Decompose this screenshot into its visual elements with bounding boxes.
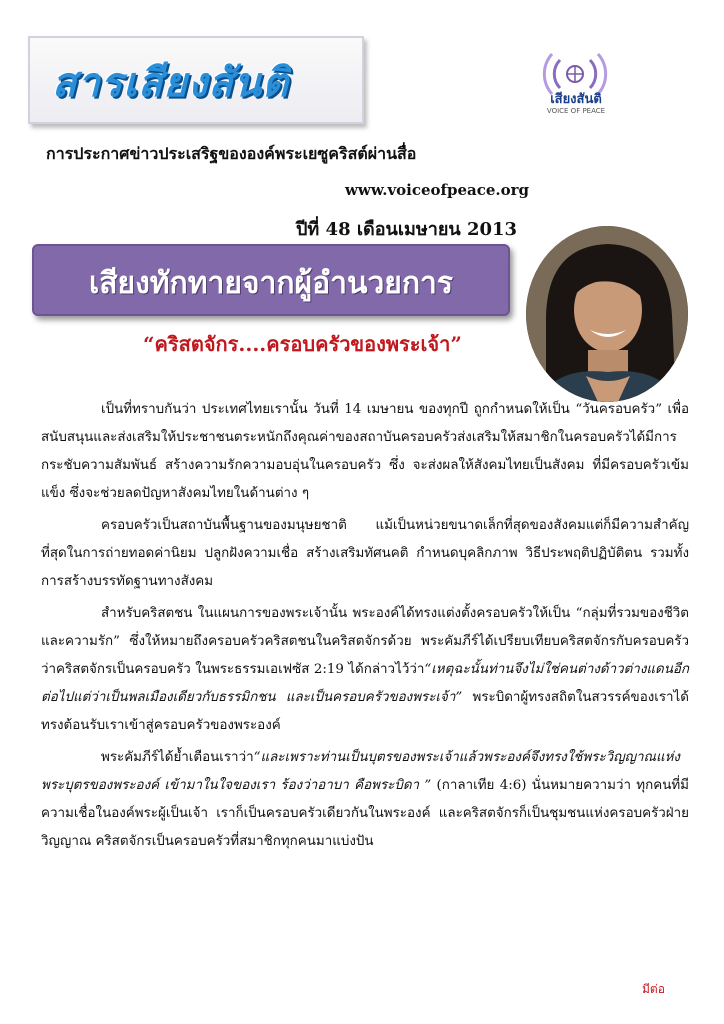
issue-date: ปีที่ 48 เดือนเมษายน 2013 [296, 219, 518, 240]
masthead-title: สารเสียงสันติ [52, 60, 290, 106]
scripture-quote: “และเพราะท่านเป็นบุตรของพระเจ้าแล้วพระองค์จึงทรงใช้พระวิญญาณแห่งพระบุตรของพระองค์ เข้ามาในใจของเรา ร้องว่าอาบา คือพระบิดา ” [41, 750, 680, 793]
paragraph-text: (กาลาเทีย 4:6) นั่นหมายความว่า ทุกคนที่มีความเชื่อในองค์พระผู้เป็นเจ้า เราก็เป็นครอบครัวเดียวกันในพระองค์ และคริสตจักรก็เป็นชุมชนแห่งครอบครัวฝ่ายวิญญาณ คริสตจักรเป็นครอบครัวที่สมาชิกทุกคนมาแบ่งปัน [41, 778, 690, 849]
section-banner [32, 244, 510, 316]
director-photo [526, 226, 688, 402]
continued-label: มีต่อ [642, 982, 665, 996]
article-body [41, 396, 689, 856]
paragraph [41, 600, 689, 740]
website-link[interactable]: www.voiceofpeace.org [345, 181, 530, 199]
article-title: “คริสตจักร....ครอบครัวของพระเจ้า” [143, 332, 462, 356]
subtitle: การประกาศข่าวประเสริฐขององค์พระเยซูคริสต์ผ่านสื่อ [46, 144, 417, 163]
paragraph-text: พระคัมภีร์ได้ย้ำเตือนเราว่า [101, 750, 254, 765]
paragraph: เป็นที่ทราบกันว่า ประเทศไทยเรานั้น วันที่ 14 เมษายน ของทุกปี ถูกกำหนดให้เป็น “วันครอบครัว” เพื่อสนับสนุนและส่งเสริมให้ประชาชนตระหนักถึงคุณค่าของสถาบันครอบครัวส่งเสริมให้สมาชิกในครอบครัวได้มีการกระชับความสัมพันธ์ สร้างความรักความอบอุ่นในครอบครัว ซึ่ง จะส่งผลให้สังคมไทยเป็นสังคม ที่มีครอบครัวเข้มแข็ง ซึ่งจะช่วยลดปัญหาสังคมไทยในด้านต่าง ๆ [41, 402, 689, 501]
paragraph: ครอบครัวเป็นสถาบันพื้นฐานของมนุษยชาติ แม้เป็นหน่วยขนาดเล็กที่สุดของสังคมแต่ก็มีความสำคัญที่สุดในการถ่ายทอดค่านิยม ปลูกฝังความเชื่อ สร้างเสริมทัศนคติ กำหนดบุคลิกภาพ วิธีประพฤติปฏิบัติตน รวมทั้งการสร้างบรรทัดฐานทางสังคม [41, 518, 689, 589]
banner-text: เสียงทักทายจากผู้อำนวยการ [88, 266, 453, 301]
logo-name: เสียงสันติ [550, 92, 602, 107]
paragraph-text: สำหรับคริสตชน ในแผนการของพระเจ้านั้น พระองค์ได้ทรงแต่งตั้งครอบครัวให้เป็น “กลุ่มที่รวมของชีวิตและความรัก” ซึ่งให้หมายถึงครอบครัวคริสตชนในคริสตจักรด้วย พระคัมภีร์ได้เปรียบเทียบคริสตจักรกับครอบครัวว่าคริสตจักรเป็นครอบครัว ในพระธรรมเอเฟซัส 2:19 ได้กล่าวไว้ว่า [41, 606, 689, 677]
paragraph-text: พระบิดาผู้ทรงสถิตในสวรรค์ของเราได้ทรงต้อนรับเราเข้าสู่ครอบครัวของพระองค์ [41, 690, 689, 733]
scripture-quote: “เหตุฉะนั้นท่านจึงไม่ใช่คนต่างด้าวต่างแดนอีกต่อไปแต่ว่าเป็นพลเมืองเดียวกับธรรมิกชน และเป็นครอบครัวของพระเจ้า” [41, 662, 689, 705]
logo-tagline: VOICE OF PEACE [546, 107, 606, 115]
paragraph [41, 744, 689, 856]
masthead [28, 36, 364, 124]
